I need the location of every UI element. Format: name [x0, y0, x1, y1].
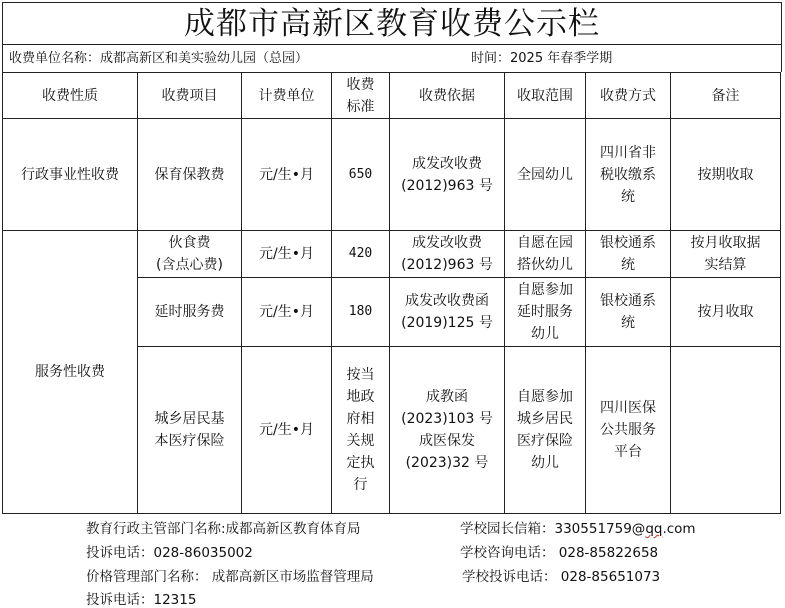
- method-cell: 四川省非税收缴系统: [586, 119, 671, 231]
- term-time: 时间：2025 年春季学期: [471, 51, 613, 66]
- header-nature: 收费性质: [3, 73, 138, 119]
- item-cell: 伙食费 (含点心费): [138, 231, 242, 278]
- note-cell: [671, 347, 781, 514]
- header-item: 收费项目: [138, 73, 242, 119]
- standard-cell: 按当地政府相关规定执行: [332, 347, 390, 514]
- fee-table: [2, 72, 781, 514]
- method-cell: 银校通系统: [586, 278, 671, 347]
- table-row: [3, 119, 781, 231]
- method-cell: 银校通系统: [586, 231, 671, 278]
- note-cell: 按月收取据实结算: [671, 231, 781, 278]
- price-dept: 价格管理部门名称： 成都高新区市场监督管理局: [86, 569, 374, 585]
- basis-cell: 成发改收费 (2012)963 号: [390, 119, 505, 231]
- info-bar: [2, 44, 782, 72]
- header-unit: 计费单位: [242, 73, 332, 119]
- header-method: 收费方式: [586, 73, 671, 119]
- complaint-phone-edu: 投诉电话：028-86035002: [86, 545, 253, 561]
- item-cell: 保育保教费: [138, 119, 242, 231]
- header-scope: 收取范围: [505, 73, 586, 119]
- header-note: 备注: [671, 73, 781, 119]
- scope-cell: 自愿参加延时服务幼儿: [505, 278, 586, 347]
- header-basis: 收费依据: [390, 73, 505, 119]
- charging-unit-name: 收费单位名称：成都高新区和美实验幼儿园（总园）: [9, 51, 309, 66]
- item-cell: 城乡居民基本医疗保险: [138, 347, 242, 514]
- scope-cell: 全园幼儿: [505, 119, 586, 231]
- basis-cell: 成教函 (2023)103 号 成医保发 (2023)32 号: [390, 347, 505, 514]
- note-cell: 按期收取: [671, 119, 781, 231]
- school-complaint-phone: 学校投诉电话： 028-85651073: [462, 569, 661, 585]
- standard-cell: 650: [332, 119, 390, 231]
- edu-dept: 教育行政主管部门名称:成都高新区教育体育局: [86, 521, 361, 537]
- note-cell: 按月收取: [671, 278, 781, 347]
- standard-cell: 180: [332, 278, 390, 347]
- header-standard: 收费标准: [332, 73, 390, 119]
- table-row: [3, 231, 781, 278]
- principal-mailbox: 学校园长信箱：330551759@qq.com: [460, 521, 696, 537]
- group-admin: 行政事业性收费: [3, 119, 138, 231]
- unit-cell: 元/生•月: [242, 231, 332, 278]
- standard-cell: 420: [332, 231, 390, 278]
- group-service: 服务性收费: [3, 231, 138, 514]
- unit-cell: 元/生•月: [242, 347, 332, 514]
- unit-cell: 元/生•月: [242, 119, 332, 231]
- contact-footer: [0, 514, 785, 608]
- basis-cell: 成发改收费函 (2019)125 号: [390, 278, 505, 347]
- scope-cell: 自愿参加城乡居民医疗保险幼儿: [505, 347, 586, 514]
- basis-cell: 成发改收费 (2012)963 号: [390, 231, 505, 278]
- page-title: 成都市高新区教育收费公示栏: [2, 2, 782, 44]
- complaint-phone-price: 投诉电话：12315: [86, 592, 197, 608]
- unit-cell: 元/生•月: [242, 278, 332, 347]
- method-cell: 四川医保公共服务平台: [586, 347, 671, 514]
- item-cell: 延时服务费: [138, 278, 242, 347]
- scope-cell: 自愿在园搭伙幼儿: [505, 231, 586, 278]
- header-row: [3, 73, 781, 119]
- consult-phone: 学校咨询电话： 028-85822658: [460, 545, 659, 561]
